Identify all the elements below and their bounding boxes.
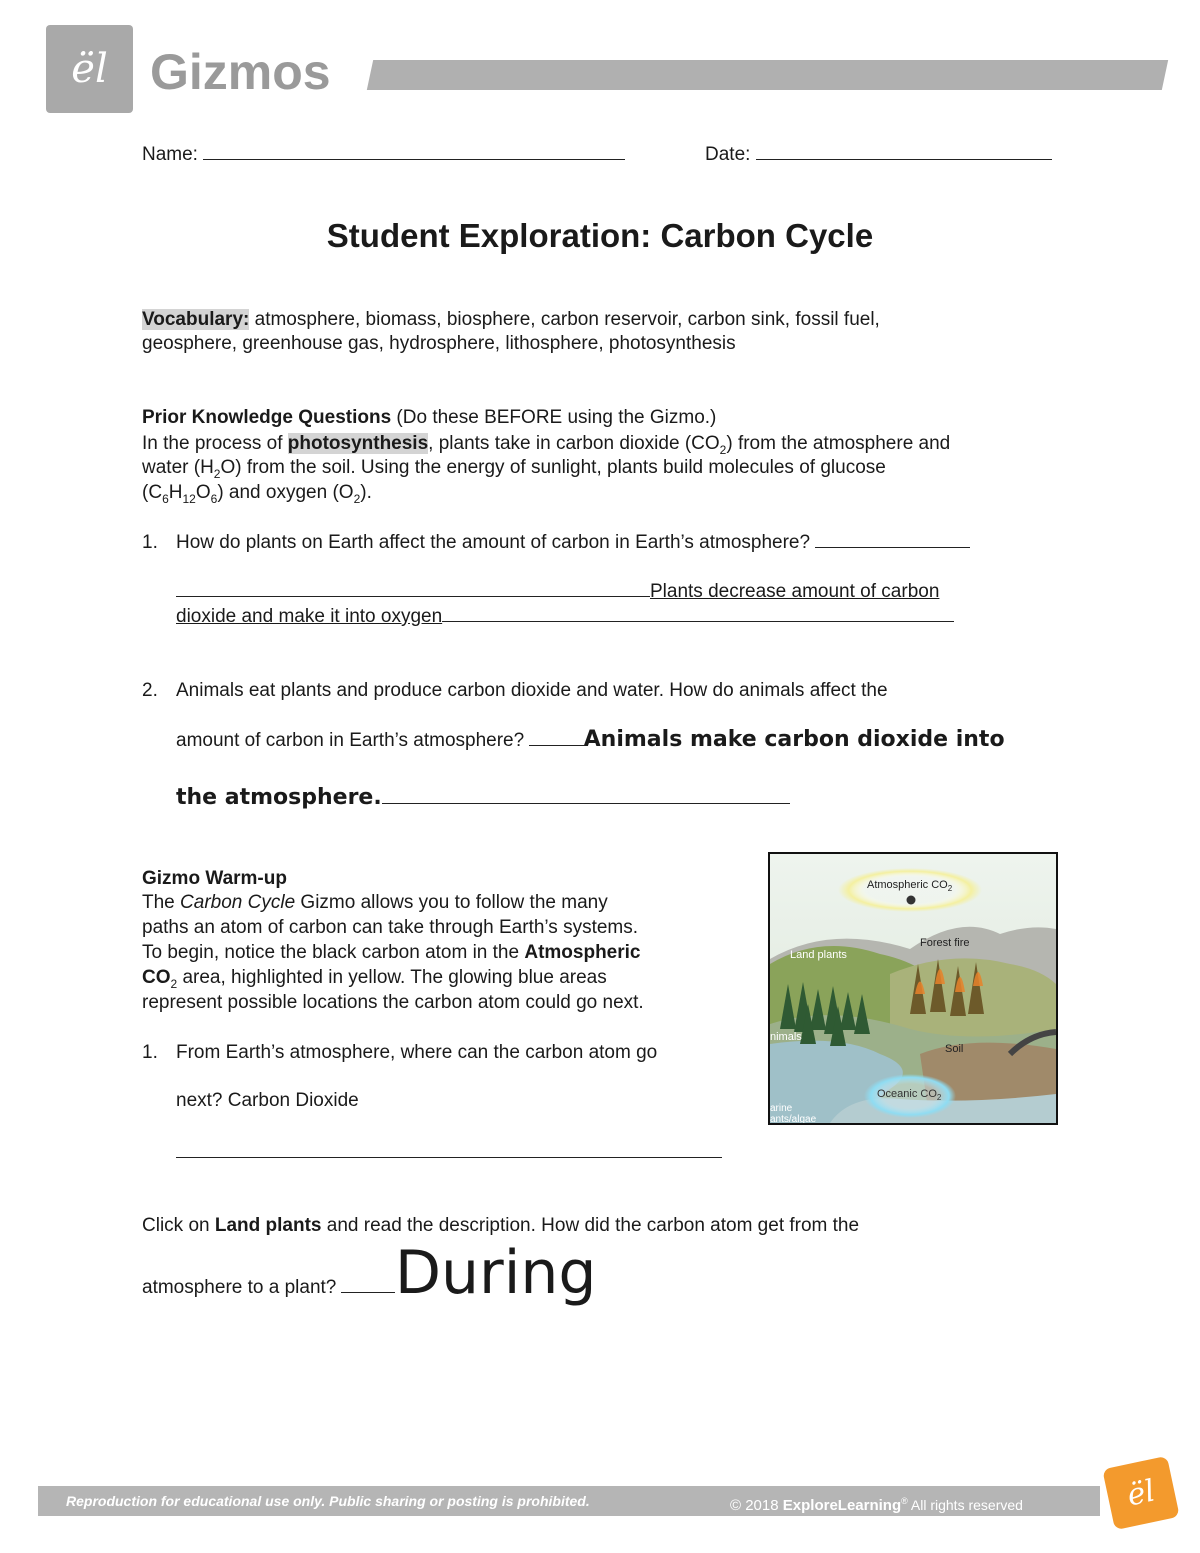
carbon-cycle-diagram[interactable] xyxy=(768,852,1058,1125)
intro-text: In the process of xyxy=(142,433,288,454)
rights-text: All rights reserved xyxy=(907,1497,1023,1513)
intro-text: , plants take in carbon dioxide (CO xyxy=(428,433,720,454)
answer-blank xyxy=(341,1292,395,1293)
intro-text: water (H xyxy=(142,457,214,478)
vocabulary-terms-1: atmosphere, biomass, biosphere, carbon reservoir, carbon sink, fossil fuel, xyxy=(249,309,880,330)
warmup-text: To begin, notice the black carbon atom in the xyxy=(142,942,525,963)
prior-q2-text-2 xyxy=(176,727,1005,753)
intro-text: H xyxy=(168,482,183,503)
explorelearning-badge-icon xyxy=(1102,1456,1179,1530)
badge-glyph: ël xyxy=(1123,1473,1159,1513)
label-oceanic-co2[interactable] xyxy=(877,1088,942,1103)
prior-q2-answer-line-2[interactable] xyxy=(176,785,790,810)
land-plants-term: Land plants xyxy=(214,1215,322,1236)
subscript: 2 xyxy=(170,976,178,991)
prior-intro-2 xyxy=(142,456,886,480)
answer-blank xyxy=(442,621,954,622)
question-text: atmosphere to a plant? xyxy=(142,1277,337,1298)
land-plants-answer-row xyxy=(142,1238,597,1308)
warmup-text: The xyxy=(142,892,181,913)
prior-heading xyxy=(142,406,716,430)
warmup-line-1 xyxy=(142,891,608,915)
prior-q1-text xyxy=(176,531,970,555)
warmup-line-3 xyxy=(142,941,641,965)
name-line[interactable] xyxy=(203,159,625,160)
question-text: Click on xyxy=(142,1215,215,1236)
gizmos-logo-box xyxy=(46,25,133,113)
prior-q2-number: 2. xyxy=(142,680,158,701)
subscript: 2 xyxy=(353,491,361,506)
label-atmospheric-co2[interactable] xyxy=(867,879,953,894)
subscript: 6 xyxy=(162,491,169,506)
intro-text: ) from the atmosphere and xyxy=(726,433,951,454)
land-plants-answer[interactable]: During xyxy=(394,1238,597,1308)
vocabulary-line-2: geosphere, greenhouse gas, hydrosphere, lithosphere, photosynthesis xyxy=(142,333,736,354)
subscript: 2 xyxy=(936,1093,942,1103)
warmup-line-2: paths an atom of carbon can take through Earth’s systems. xyxy=(142,917,639,938)
q2-answer-a[interactable]: Animals make carbon dioxide into xyxy=(583,727,1005,752)
copyright-year: © 2018 xyxy=(730,1497,779,1514)
intro-text: ). xyxy=(360,482,372,503)
prior-q1-answer-line-1[interactable] xyxy=(176,580,939,604)
warmup-text: area, highlighted in yellow. The glowing blue areas xyxy=(177,967,607,988)
answer-blank xyxy=(382,803,790,804)
warmup-line-4 xyxy=(142,966,607,990)
warmup-text: Gizmo allows you to follow the many xyxy=(295,892,608,913)
gizmo-name: Carbon Cycle xyxy=(180,892,296,913)
registered-mark: ® xyxy=(901,1496,908,1506)
footer-copyright xyxy=(730,1490,1023,1517)
label-land-plants[interactable]: Land plants xyxy=(790,949,847,961)
header-bar xyxy=(367,60,1168,90)
intro-text: ) and oxygen (O xyxy=(217,482,354,503)
question-text: and read the description. How did the carbon atom get from the xyxy=(321,1215,860,1236)
subscript: 2 xyxy=(213,466,221,481)
label-text: Atmospheric CO xyxy=(867,879,948,891)
prior-q1-answer-line-2[interactable] xyxy=(176,605,954,629)
warmup-q1-answer[interactable]: next? Carbon Dioxide xyxy=(176,1090,359,1111)
subscript: 6 xyxy=(210,491,218,506)
logo-glyph: ël xyxy=(71,46,108,92)
label-forest-fire[interactable]: Forest fire xyxy=(920,937,970,949)
diagram-art xyxy=(770,854,1056,1123)
question-text: How do plants on Earth affect the amount of carbon in Earth’s atmosphere? xyxy=(176,532,811,553)
vocabulary-label: Vocabulary: xyxy=(142,309,250,330)
answer-blank xyxy=(176,596,650,597)
name-label: Name: xyxy=(142,144,198,165)
brand-name: Gizmos xyxy=(150,44,331,100)
intro-text: O) from the soil. Using the energy of sunlight, plants build molecules of glucose xyxy=(220,457,886,478)
warmup-heading: Gizmo Warm-up xyxy=(142,868,287,889)
warmup-q1-answer-line[interactable] xyxy=(176,1157,722,1158)
subscript: 12 xyxy=(182,491,196,506)
subscript: 2 xyxy=(719,442,727,457)
q1-answer-b: dioxide and make it into oxygen xyxy=(176,606,443,627)
label-text: Oceanic CO xyxy=(877,1088,937,1100)
vocabulary-line-1 xyxy=(142,308,880,332)
intro-text: O xyxy=(195,482,211,503)
answer-blank xyxy=(529,745,584,746)
q1-answer-a: Plants decrease amount of carbon xyxy=(650,581,940,602)
prior-q2-text: Animals eat plants and produce carbon dioxide and water. How do animals affect the xyxy=(176,680,888,701)
prior-heading-note: (Do these BEFORE using the Gizmo.) xyxy=(391,407,717,428)
company-name: ExploreLearning xyxy=(782,1497,902,1514)
answer-line[interactable] xyxy=(815,547,970,548)
prior-heading-label: Prior Knowledge Questions xyxy=(142,407,392,428)
date-line[interactable] xyxy=(756,159,1052,160)
date-field xyxy=(705,143,1052,167)
prior-q1-number: 1. xyxy=(142,532,158,553)
warmup-line-5: represent possible locations the carbon atom could go next. xyxy=(142,992,644,1013)
subscript: 2 xyxy=(947,884,953,894)
prior-intro-3 xyxy=(142,481,372,505)
co2-term: CO xyxy=(142,967,171,988)
intro-text: (C xyxy=(142,482,163,503)
label-marine-a[interactable]: arine xyxy=(770,1103,793,1114)
question-text: amount of carbon in Earth’s atmosphere? xyxy=(176,730,525,751)
q2-answer-b: the atmosphere. xyxy=(176,785,382,810)
atmospheric-term: Atmospheric xyxy=(524,942,641,963)
footer-notice: Reproduction for educational use only. Public sharing or posting is prohibited. xyxy=(66,1493,590,1509)
label-soil[interactable]: Soil xyxy=(945,1043,964,1055)
warmup-q1-number: 1. xyxy=(142,1042,158,1063)
page-title: Student Exploration: Carbon Cycle xyxy=(326,217,874,254)
date-label: Date: xyxy=(705,144,751,165)
photosynthesis-term: photosynthesis xyxy=(287,433,429,454)
warmup-q1-text: From Earth’s atmosphere, where can the carbon atom go xyxy=(176,1042,658,1063)
label-animals[interactable]: nimals xyxy=(770,1031,802,1043)
name-field xyxy=(142,143,625,167)
prior-intro-1 xyxy=(142,432,950,456)
label-marine-b[interactable]: ants/algae xyxy=(770,1114,817,1125)
land-plants-question xyxy=(142,1214,859,1238)
